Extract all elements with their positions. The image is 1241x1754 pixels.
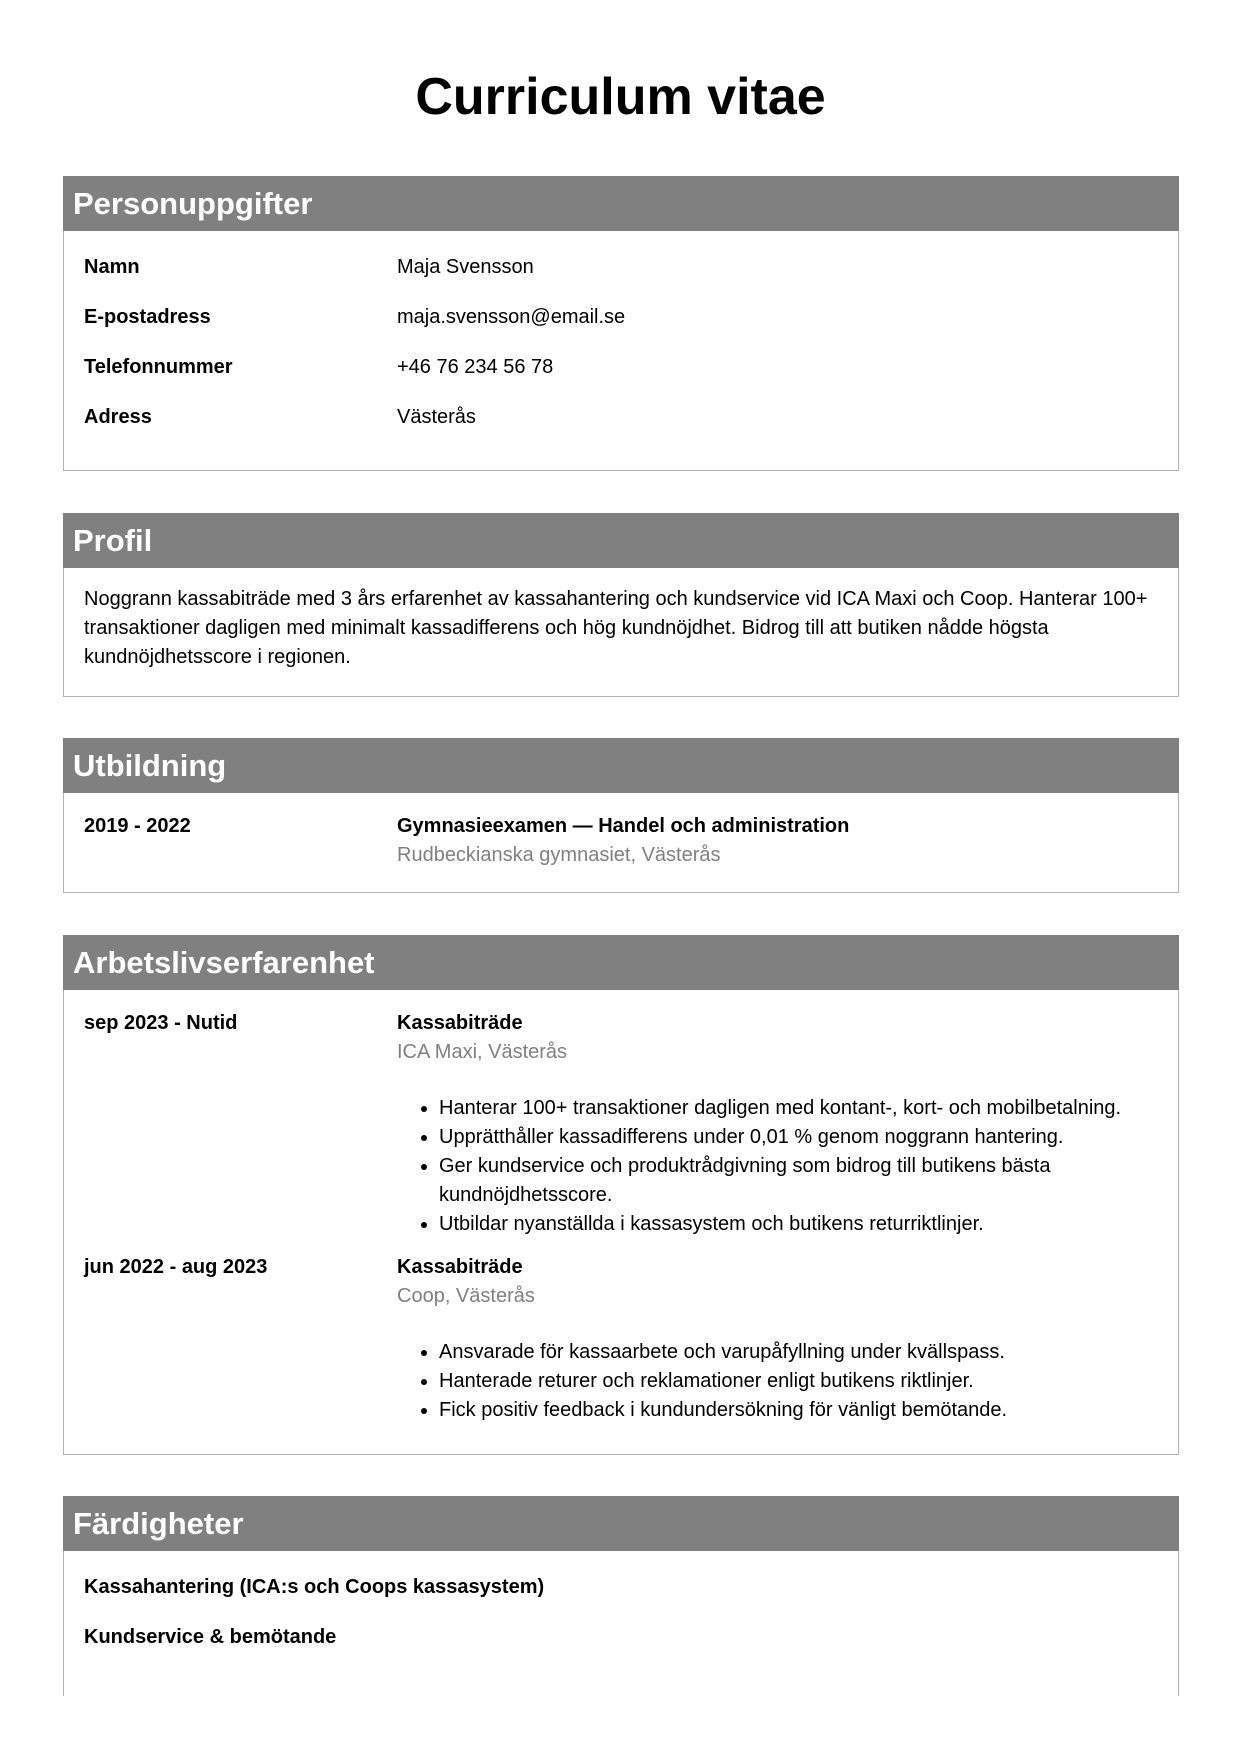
personal-row-email (84, 292, 1158, 342)
section-header-profile: Profil (63, 513, 1179, 568)
skill-item: Kundservice & bemötande (84, 1626, 337, 1648)
experience-bullets (397, 1338, 1158, 1425)
experience-entry (84, 1253, 1158, 1425)
personal-row-name (84, 242, 1158, 292)
experience-bullets (397, 1094, 1158, 1239)
section-experience (63, 935, 1179, 1455)
education-school: Rudbeckianska gymnasiet, Västerås (397, 844, 721, 866)
personal-value: +46 76 234 56 78 (397, 356, 554, 378)
section-personal (63, 176, 1179, 471)
experience-date: jun 2022 - aug 2023 (84, 1256, 268, 1278)
experience-employer: ICA Maxi, Västerås (397, 1041, 568, 1063)
experience-title: Kassabiträde (397, 1012, 523, 1034)
experience-employer: Coop, Västerås (397, 1285, 535, 1307)
experience-bullet: • Upprätthåller kassadifferens under 0,01 % genom noggrann hantering. (439, 1123, 1158, 1152)
personal-label: Telefonnummer (84, 356, 233, 378)
experience-date: sep 2023 - Nutid (84, 1012, 238, 1034)
personal-label: Adress (84, 406, 152, 428)
experience-entry (84, 1009, 1158, 1239)
education-title: Gymnasieexamen — Handel och administration (397, 815, 850, 837)
experience-bullet: • Hanterar 100+ transaktioner dagligen med kontant-, kort- och mobilbetalning. (439, 1094, 1158, 1123)
page-title: Curriculum vitae (415, 68, 826, 126)
personal-label: E-postadress (84, 306, 211, 328)
section-header-education: Utbildning (63, 738, 1179, 793)
education-entry (84, 812, 1158, 870)
profile-text: Noggrann kassabiträde med 3 års erfarenhet av kassahantering och kundservice vid ICA Maxi och Coop. Hanterar 100+ transaktioner dagligen med minimalt kassadifferens och hög kundnöjdhet. Bidrog till att butiken nådde högsta kundnöjdhetsscore i regionen. (84, 588, 1148, 668)
education-date: 2019 - 2022 (84, 815, 191, 837)
personal-row-address (84, 392, 1158, 442)
section-header-personal: Personuppgifter (63, 176, 1179, 231)
experience-bullet: • Hanterade returer och reklamationer enligt butikens riktlinjer. (439, 1367, 1158, 1396)
experience-bullet: • Utbildar nyanställda i kassasystem och butikens returriktlinjer. (439, 1210, 1158, 1239)
personal-label: Namn (84, 256, 140, 278)
experience-bullet: • Ger kundservice och produktrådgivning som bidrog till butikens bästa kundnöjdhetsscore. (439, 1152, 1158, 1210)
section-header-experience: Arbetslivserfarenhet (63, 935, 1179, 990)
section-education (63, 738, 1179, 893)
section-profile (63, 513, 1179, 697)
personal-value: maja.svensson@email.se (397, 306, 626, 328)
experience-title: Kassabiträde (397, 1256, 523, 1278)
personal-row-phone (84, 342, 1158, 392)
section-header-skills: Färdigheter (63, 1496, 1179, 1551)
skill-item: Kassahantering (ICA:s och Coops kassasystem) (84, 1576, 545, 1598)
personal-value: Västerås (397, 406, 476, 428)
experience-bullet: • Fick positiv feedback i kundundersökning för vänligt bemötande. (439, 1396, 1158, 1425)
experience-bullet: • Ansvarade för kassaarbete och varupåfyllning under kvällspass. (439, 1338, 1158, 1367)
personal-value: Maja Svensson (397, 256, 534, 278)
section-skills (63, 1496, 1179, 1696)
